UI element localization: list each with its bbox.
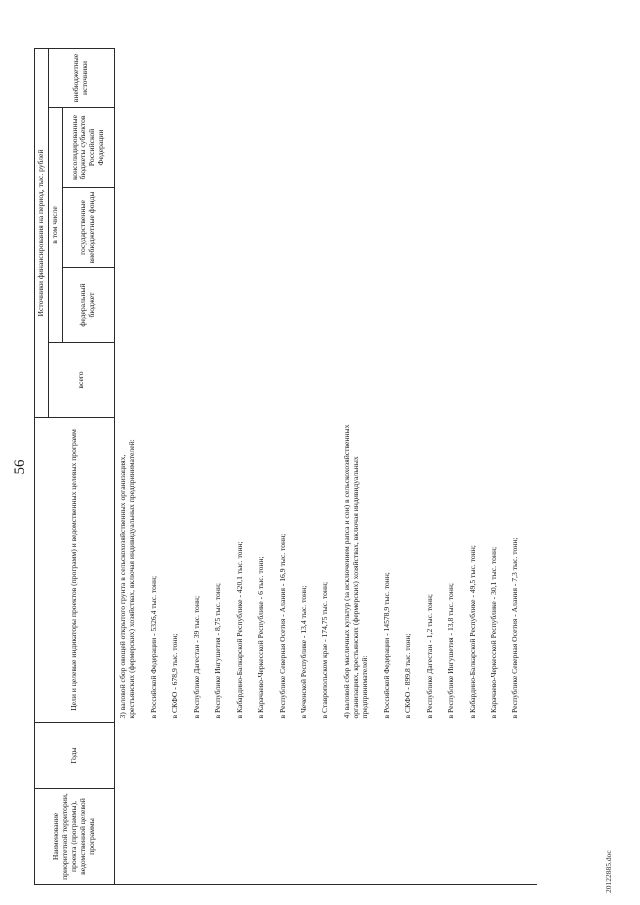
- header-including: в том числе: [48, 108, 62, 343]
- indicator-item: в Республике Северная Осетия - Алания - 16,9 тыс. тонн;: [277, 533, 287, 719]
- indicator-list: [119, 422, 521, 719]
- indicator-item: в Кабардино-Балкарской Республике - 420,1 тыс. тонн;: [234, 541, 244, 719]
- header-regional: консолидированные бюджеты субъектов Российской Федерации: [62, 108, 114, 188]
- indicator-item: в Карачаево-Черкесской Республике - 6 тыс. тонн;: [256, 556, 266, 719]
- header-offbudget: внебюджетные источники: [48, 49, 114, 108]
- cell-offbudget-empty: [114, 49, 537, 108]
- indicator-item: в Республике Северная Осетия - Алания - 7,3 тыс. тонн;: [510, 537, 520, 719]
- indicator-item: в Республике Ингушетия - 8,75 тыс. тонн;: [213, 582, 223, 719]
- header-goals: Цели и целевые индикаторы проектов (программ) и ведомственных целевых программ: [35, 418, 115, 723]
- header-state-funds: государственные внебюджетные фонды: [62, 188, 114, 268]
- indicator-item: в СКФО - 678,9 тыс. тонн;: [170, 633, 180, 719]
- indicator-item: в Российской Федерации - 14578,9 тыс. тонн;: [381, 572, 391, 719]
- cell-state-funds-empty: [114, 188, 537, 268]
- indicator-item: в Российской Федерации - 5326,4 тыс. тонн;: [148, 575, 158, 719]
- goals-content: [114, 418, 537, 723]
- header-total: всего: [48, 343, 114, 418]
- indicator-item: в Кабардино-Балкарской Республике - 49,5 тыс. тонн;: [467, 545, 477, 719]
- cell-years-empty: [114, 723, 537, 789]
- header-federal: федеральный бюджет: [62, 268, 114, 343]
- cell-territory-empty: [114, 789, 537, 885]
- indicator-item: в Республике Дагестан - 1,2 тыс. тонн;: [424, 594, 434, 719]
- header-funding: Источники финансирования на период, тыс. рублей: [35, 49, 49, 418]
- cell-regional-empty: [114, 108, 537, 188]
- indicator-item: в Карачаево-Черкесской Республике - 30,1 тыс. тонн;: [489, 546, 499, 719]
- rotated-page: [8, 37, 622, 897]
- indicator-item: в Ставропольском крае - 174,75 тыс. тонн;: [320, 581, 330, 719]
- page-number: 56: [12, 459, 28, 475]
- doc-filename: 20122885.doc: [604, 850, 613, 893]
- indicator-item: в Республике Ингушетия - 13,8 тыс. тонн;: [446, 582, 456, 719]
- program-table: [34, 48, 537, 885]
- indicator-heading: 3) валовой сбор овощей открытого грунта в сельскохозяйственных организациях, крестьянских (фермерских) хозяйствах, включая индивидуальных предпринимателей:: [117, 439, 136, 719]
- indicator-item: в Чеченской Республике - 13,4 тыс. тонн;: [298, 585, 308, 719]
- indicator-item: в Республике Дагестан - 39 тыс. тонн;: [191, 595, 201, 719]
- indicator-heading: 4) валовой сбор масличных культур (за исключением рапса и сои) в сельскохозяйственных организациях, крестьянских (фермерских) хозяйствах, включая индивидуальных предпринимателей:: [341, 424, 369, 719]
- indicator-item: в СКФО - 899,8 тыс. тонн;: [403, 633, 413, 719]
- header-territory: Наименование приоритетной территории, проекта (программы), ведомственной целевой программы: [35, 789, 115, 885]
- header-years: Годы: [35, 723, 115, 789]
- cell-federal-empty: [114, 268, 537, 343]
- cell-total-empty: [114, 343, 537, 418]
